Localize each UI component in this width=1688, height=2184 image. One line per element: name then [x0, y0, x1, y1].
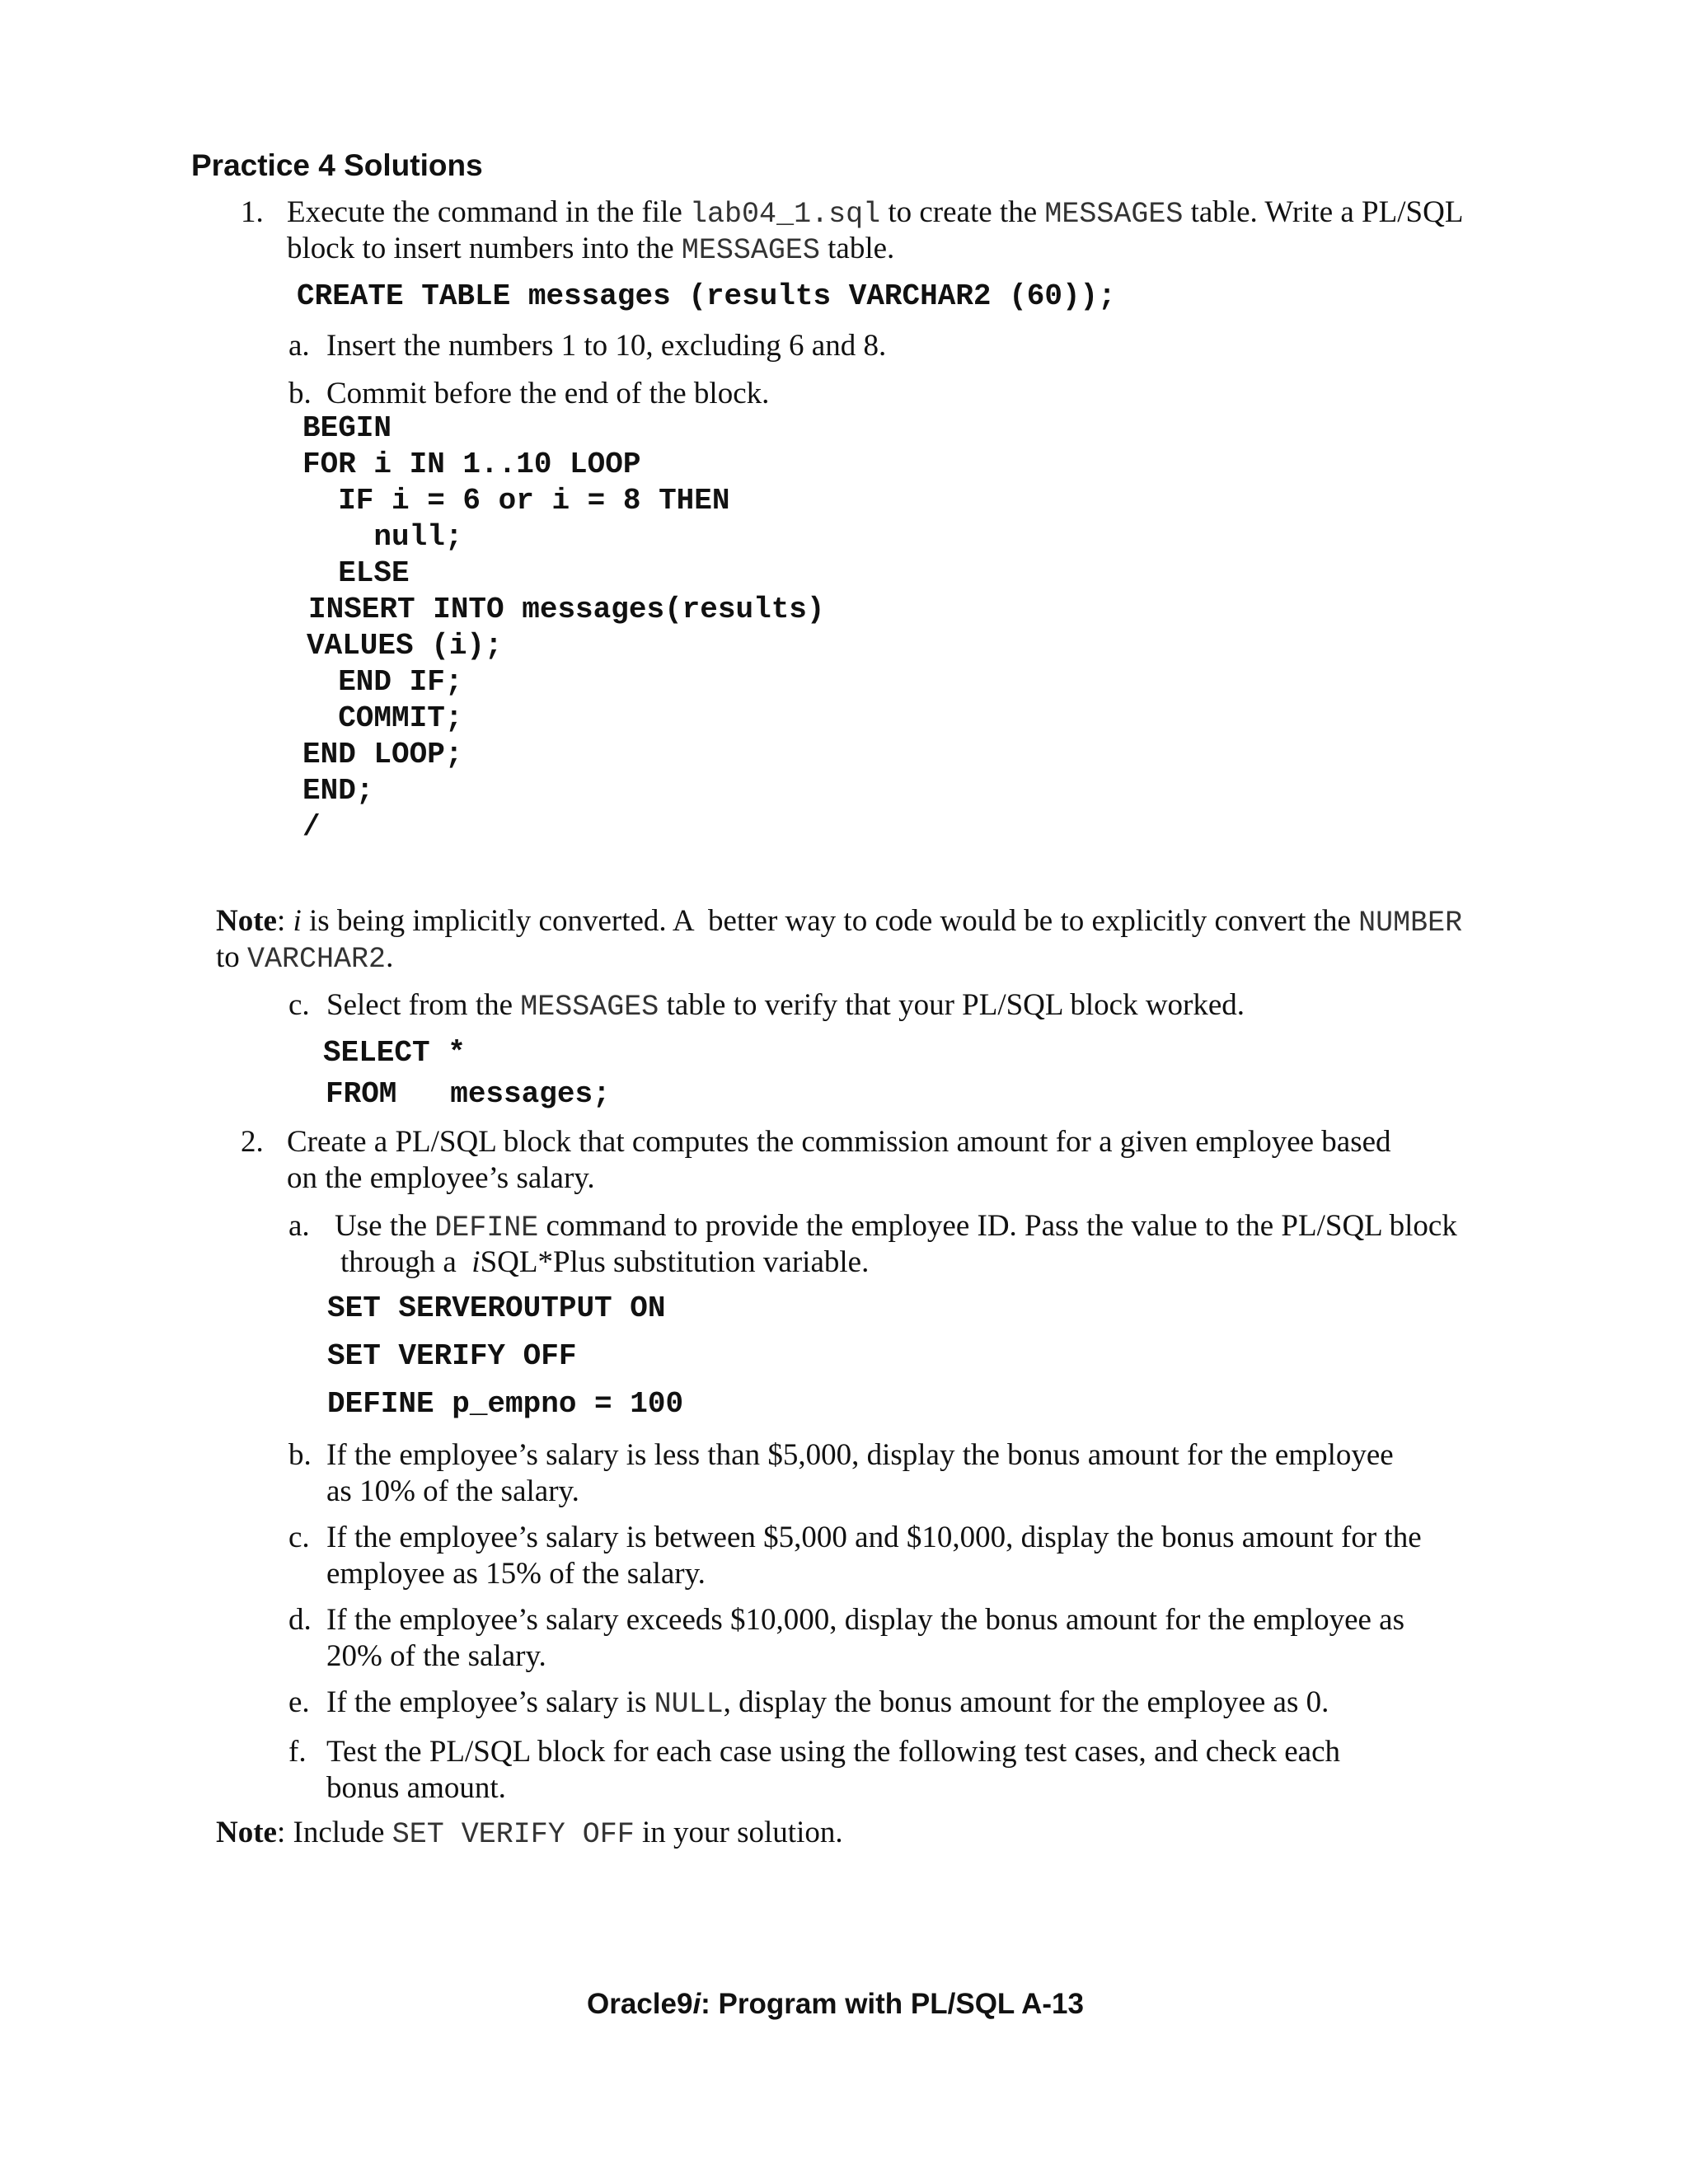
q2-b-line-1: If the employee’s salary is less than $5,000, display the bonus amount for the employee	[326, 1438, 1394, 1472]
q1-line-1: Execute the command in the file lab04_1.sql to create the MESSAGES table. Write a PL/SQL	[287, 195, 1464, 231]
code-line: VALUES (i);	[307, 629, 503, 663]
select-line: SELECT *	[323, 1036, 466, 1070]
q1-a-label: a.	[288, 329, 310, 363]
q2-b-label: b.	[288, 1438, 312, 1472]
q1-b-text: Commit before the end of the block.	[326, 377, 770, 410]
q1-b-label: b.	[288, 377, 312, 410]
create-table-statement: CREATE TABLE messages (results VARCHAR2 (60));	[297, 279, 1116, 313]
q2-line-2: on the employee’s salary.	[287, 1161, 595, 1195]
set-serveroutput-line: SET SERVEROUTPUT ON	[327, 1291, 666, 1325]
q1-note-line-1: Note: i is being implicitly converted. A better way to code would be to explicitly convert the NUMBER	[216, 904, 1463, 940]
q2-e-line: If the employee’s salary is NULL, display the bonus amount for the employee as 0.	[326, 1685, 1329, 1721]
code-line: BEGIN	[302, 411, 392, 445]
code-line: /	[302, 810, 321, 844]
page-title: Practice 4 Solutions	[191, 148, 483, 182]
q1-number: 1.	[241, 195, 264, 229]
q2-d-line-2: 20% of the salary.	[326, 1639, 546, 1673]
q1-note-line-2: to VARCHAR2.	[216, 940, 394, 976]
q2-a-label: a.	[288, 1209, 310, 1243]
from-line: FROM messages;	[326, 1077, 611, 1111]
code-line: INSERT INTO messages(results)	[308, 593, 825, 626]
code-line: ELSE	[302, 556, 410, 590]
q2-f-line-2: bonus amount.	[326, 1771, 506, 1805]
page-footer: Oracle9i: Program with PL/SQL A-13	[587, 1988, 1084, 2020]
q1-line-2: block to insert numbers into the MESSAGES table.	[287, 232, 895, 267]
code-line: END LOOP;	[302, 738, 463, 771]
q2-c-line-2: employee as 15% of the salary.	[326, 1557, 706, 1591]
q1-a-text: Insert the numbers 1 to 10, excluding 6 and 8.	[326, 329, 887, 363]
code-line: null;	[302, 520, 463, 554]
code-line: END IF;	[302, 665, 463, 699]
q2-a-line-1: Use the DEFINE command to provide the employee ID. Pass the value to the PL/SQL block	[335, 1209, 1457, 1244]
q2-a-line-2: through a iSQL*Plus substitution variable.	[340, 1245, 870, 1279]
q2-f-label: f.	[288, 1735, 307, 1769]
q2-b-line-2: as 10% of the salary.	[326, 1474, 579, 1508]
q2-note: Note: Include SET VERIFY OFF in your solution.	[216, 1816, 843, 1851]
code-line: END;	[302, 774, 374, 808]
code-line: COMMIT;	[302, 701, 463, 735]
q1-c-label: c.	[288, 988, 310, 1022]
q2-d-label: d.	[288, 1603, 312, 1637]
code-line: IF i = 6 or i = 8 THEN	[302, 484, 730, 518]
q2-e-label: e.	[288, 1685, 310, 1719]
q2-d-line-1: If the employee’s salary exceeds $10,000, display the bonus amount for the employee as	[326, 1603, 1404, 1637]
q1-c-text: Select from the MESSAGES table to verify that your PL/SQL block worked.	[326, 988, 1245, 1024]
q2-line-1: Create a PL/SQL block that computes the commission amount for a given employee based	[287, 1125, 1391, 1159]
q2-c-line-1: If the employee’s salary is between $5,000 and $10,000, display the bonus amount for the	[326, 1521, 1422, 1554]
q2-number: 2.	[241, 1125, 264, 1159]
define-line: DEFINE p_empno = 100	[327, 1387, 684, 1421]
set-verify-line: SET VERIFY OFF	[327, 1339, 577, 1373]
code-line: FOR i IN 1..10 LOOP	[302, 448, 641, 481]
q2-c-label: c.	[288, 1521, 310, 1554]
q2-f-line-1: Test the PL/SQL block for each case using the following test cases, and check each	[326, 1735, 1340, 1769]
